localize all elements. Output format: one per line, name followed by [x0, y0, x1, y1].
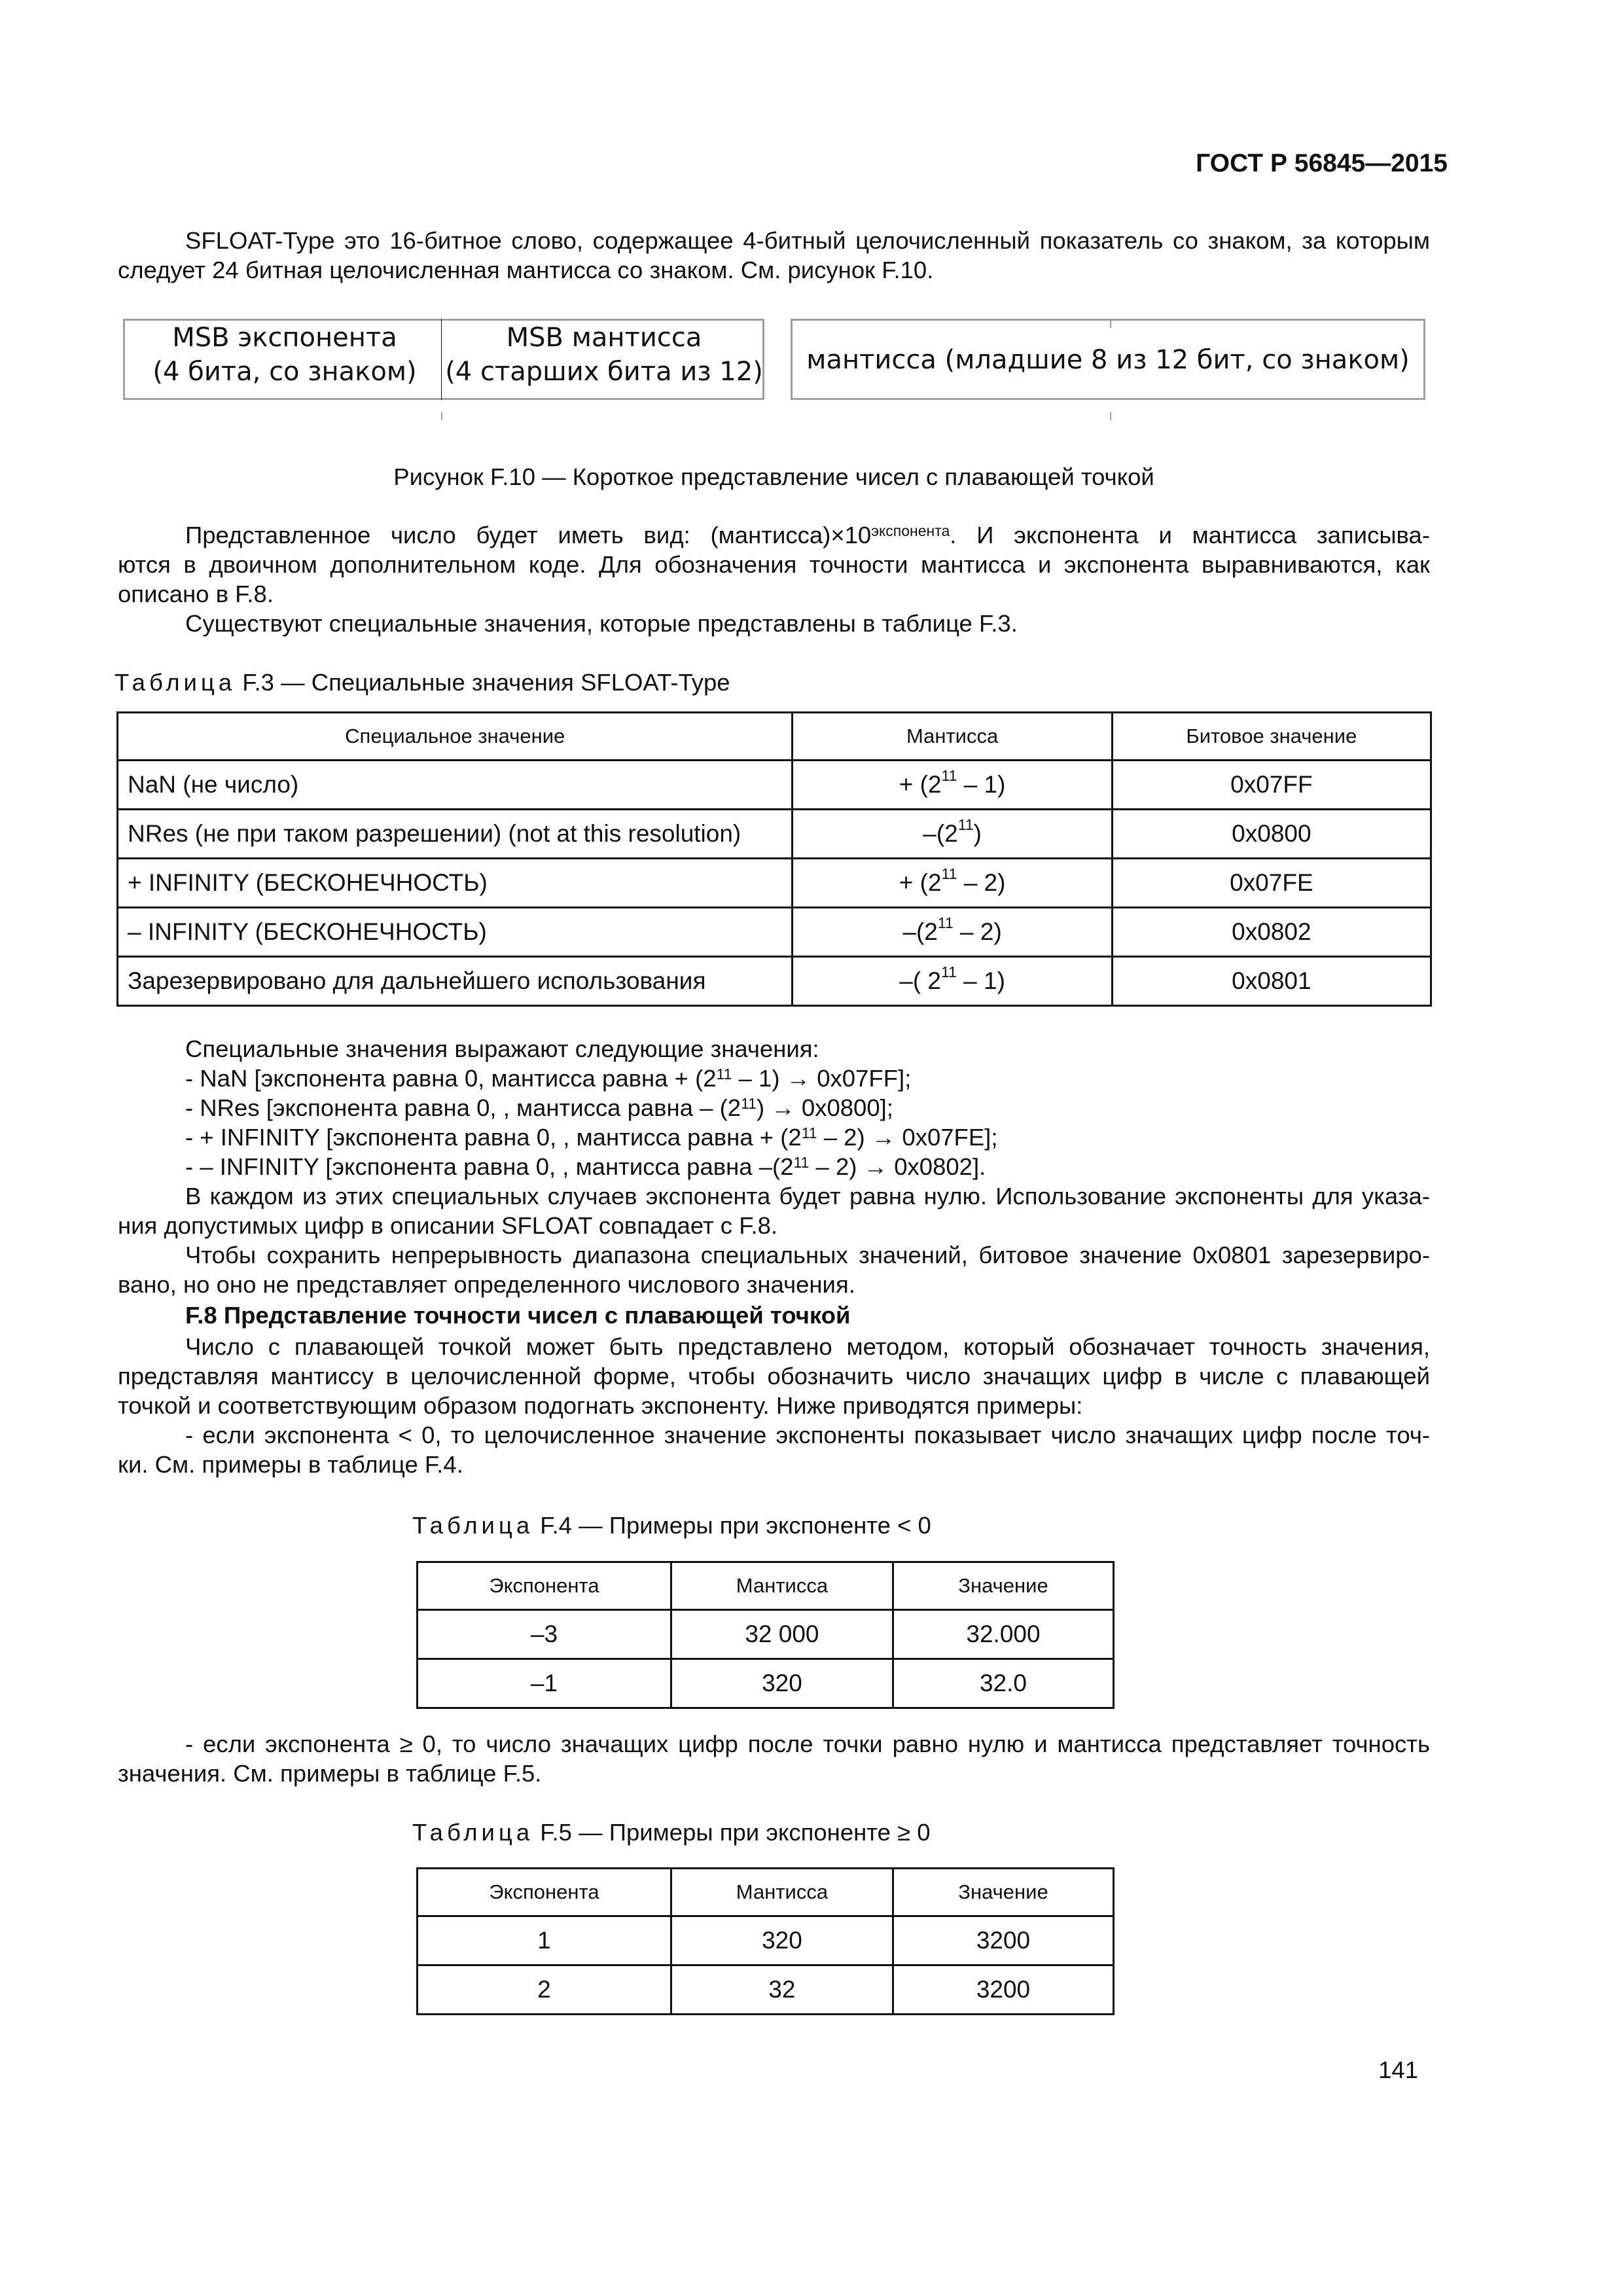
mantissa-base: + (2 — [899, 771, 942, 798]
table-row — [118, 908, 1431, 957]
figure-exponent-label — [131, 321, 438, 389]
mantissa-power: 11 — [941, 865, 957, 882]
table-f3-cell-name: + INFINITY (БЕСКОНЕЧНОСТЬ) — [118, 859, 793, 908]
table-f3-caption-label: Таблица — [115, 669, 236, 696]
mantissa-base: –(2 — [902, 918, 938, 945]
figure-exponent-line-2: (4 бита, со знаком) — [152, 357, 417, 387]
table-f3-cell-mantissa — [793, 761, 1112, 810]
figure-lsb-mantissa-label: мантисса (младшие 8 из 12 бит, со знаком) — [806, 345, 1410, 375]
table-f4-cell-mantissa: 320 — [671, 1659, 893, 1708]
special-pos-inf-a: - + INFINITY [экспонента равна 0, , мантисса равна + (2 — [185, 1124, 802, 1151]
mantissa-power: 11 — [957, 816, 974, 833]
special-p2-line-1: Чтобы сохранить непрерывность диапазона специальных значений, битовое значение 0x0801 зарезервиро- — [185, 1242, 1430, 1268]
special-p2-line-2: вано, но оно не представляет определенного числового значения. — [118, 1271, 855, 1298]
table-f5-header-row — [418, 1869, 1114, 1916]
special-nan-a: - NaN [экспонента равна 0, мантисса равна + (2 — [185, 1065, 717, 1092]
special-neg-inf — [185, 1152, 986, 1181]
table-f5-caption-label: Таблица — [412, 1819, 534, 1846]
section-f8-line-2: представляя мантиссу в целочисленной форме, чтобы обозначить число значащих цифр в числе с плавающей — [118, 1363, 1430, 1390]
table-row — [118, 761, 1431, 810]
table-f3-cell-mantissa — [793, 957, 1112, 1006]
table-f5-header-exponent: Экспонента — [418, 1869, 671, 1916]
table-f4-header-exponent: Экспонента — [418, 1562, 671, 1610]
table-f3-header-row — [118, 713, 1431, 761]
para1-line-3: описано в F.8. — [118, 581, 274, 607]
special-neg-inf-a: - – INFINITY [экспонента равна 0, , мантисса равна –(2 — [185, 1153, 794, 1180]
intro-line-1: SFLOAT-Type это 16-битное слово, содержащее 4-битный целочисленный показатель со знаком, за которым — [185, 227, 1430, 254]
table-f4-caption-text: F.4 — Примеры при экспоненте < 0 — [540, 1512, 931, 1539]
table-f4-cell-exponent: –1 — [418, 1659, 671, 1708]
figure-lsb-tick-bottom — [1110, 412, 1111, 420]
table-f5-cell-exponent: 2 — [418, 1965, 671, 2015]
table-f3-header-special: Специальное значение — [118, 713, 793, 761]
mantissa-rest: – 1) — [957, 771, 1006, 798]
special-nan-b: – 1) → 0x07FF]; — [732, 1065, 912, 1092]
section-f8-heading: F.8 Представление точности чисел с плавающей точкой — [185, 1302, 851, 1329]
special-nres-a: - NRes [экспонента равна 0, , мантисса равна – (2 — [185, 1094, 741, 1121]
table-f5-caption-text: F.5 — Примеры при экспоненте ≥ 0 — [540, 1819, 931, 1846]
section-f8-line-5: ки. См. примеры в таблице F.4. — [118, 1451, 463, 1478]
table-f5-cell-mantissa: 320 — [671, 1916, 893, 1965]
special-nres — [185, 1093, 893, 1122]
table-f5-caption — [412, 1818, 931, 1847]
table-f4-caption — [412, 1511, 931, 1540]
table-f3-cell-name: NRes (не при таком разрешении) (not at this resolution) — [118, 810, 793, 859]
para1-line-1a: Представленное число будет иметь вид: (мантисса)×10 — [185, 522, 872, 548]
special-neg-inf-b: – 2) → 0x0802]. — [809, 1153, 986, 1180]
para1-line-2: ются в двоичном дополнительном коде. Для обозначения точности мантисса и экспонента выравниваются, как — [118, 551, 1430, 578]
table-f4-cell-value: 32.0 — [893, 1659, 1113, 1708]
table-f3-header-bits: Битовое значение — [1112, 713, 1431, 761]
section-f8-line-3: точкой и соответствующим образом подогнать экспоненту. Ниже приводятся примеры: — [118, 1392, 1083, 1419]
mantissa-power: 11 — [941, 767, 957, 784]
figure-msb-mantissa-line-2: (4 старших бита из 12) — [445, 357, 763, 387]
mantissa-rest: ) — [973, 820, 982, 847]
table-f4-cell-mantissa: 32 000 — [671, 1610, 893, 1659]
special-intro: Специальные значения выражают следующие значения: — [185, 1035, 819, 1062]
figure-tick — [441, 412, 442, 420]
table-f5-header-value: Значение — [893, 1869, 1113, 1916]
table-row — [118, 810, 1431, 859]
figure-exponent-line-1: MSB экспонента — [172, 323, 397, 353]
mantissa-base: + (2 — [899, 869, 942, 896]
para-f5-line-1: - если экспонента ≥ 0, то число значащих цифр после точки равно нулю и мантисса представляет точность — [185, 1731, 1430, 1757]
special-nres-sup: 11 — [741, 1095, 757, 1112]
mantissa-rest: – 2) — [957, 869, 1006, 896]
figure-caption: Рисунок F.10 — Короткое представление чисел с плавающей точкой — [393, 463, 1154, 490]
table-f3-cell-bits: 0x07FF — [1112, 761, 1431, 810]
para1-line-4: Существуют специальные значения, которые представлены в таблице F.3. — [185, 610, 1018, 637]
figure-msb-mantissa-label — [445, 321, 763, 389]
table-row — [418, 1610, 1114, 1659]
figure-divider — [441, 319, 442, 400]
special-pos-inf-b: – 2) → 0x07FE]; — [817, 1124, 998, 1151]
table-f5 — [416, 1867, 1115, 2015]
table-f3-cell-name: Зарезервировано для дальнейшего использования — [118, 957, 793, 1006]
table-f3-cell-bits: 0x07FE — [1112, 859, 1431, 908]
table-f3-cell-mantissa — [793, 810, 1112, 859]
section-f8-line-4: - если экспонента < 0, то целочисленное значение экспоненты показывает число значащих цифр после точ- — [185, 1422, 1430, 1448]
special-pos-inf-sup: 11 — [801, 1124, 817, 1141]
special-nres-b: ) → 0x0800]; — [756, 1094, 893, 1121]
table-f3-cell-mantissa — [793, 859, 1112, 908]
table-f3-cell-bits: 0x0802 — [1112, 908, 1431, 957]
table-f3-caption-text: F.3 — Специальные значения SFLOAT-Type — [242, 669, 730, 696]
table-row — [118, 859, 1431, 908]
special-nan-sup: 11 — [716, 1066, 732, 1083]
special-neg-inf-sup: 11 — [793, 1154, 810, 1171]
table-f3-cell-name: – INFINITY (БЕСКОНЕЧНОСТЬ) — [118, 908, 793, 957]
table-row — [418, 1916, 1114, 1965]
table-f3 — [116, 711, 1432, 1007]
table-f4-caption-label: Таблица — [412, 1512, 534, 1539]
intro-line-2: следует 24 битная целочисленная мантисса со знаком. См. рисунок F.10. — [118, 257, 934, 283]
para1-line-1b: . И экспонента и мантисса записыва- — [950, 522, 1430, 548]
mantissa-power: 11 — [941, 963, 957, 980]
table-f4-header-row — [418, 1562, 1114, 1610]
section-f8-line-1: Число с плавающей точкой может быть представлено методом, который обозначает точность значения, — [185, 1333, 1430, 1360]
table-f5-cell-value: 3200 — [893, 1965, 1113, 2015]
table-f5-cell-exponent: 1 — [418, 1916, 671, 1965]
para1-line-1 — [185, 520, 1430, 550]
table-f5-cell-mantissa: 32 — [671, 1965, 893, 2015]
special-p1-line-2: ния допустимых цифр в описании SFLOAT совпадает с F.8. — [118, 1212, 778, 1239]
mantissa-rest: – 1) — [956, 967, 1005, 994]
table-f4-cell-exponent: –3 — [418, 1610, 671, 1659]
page-number: 141 — [1378, 2056, 1418, 2083]
table-f5-header-mantissa: Мантисса — [671, 1869, 893, 1916]
para1-exponent-sup: экспонента — [871, 522, 950, 539]
table-f4-cell-value: 32.000 — [893, 1610, 1113, 1659]
special-pos-inf — [185, 1122, 997, 1152]
table-f4 — [416, 1561, 1115, 1709]
figure-msb-mantissa-line-1: MSB мантисса — [506, 323, 702, 353]
table-f3-cell-bits: 0x0800 — [1112, 810, 1431, 859]
table-f3-cell-name: NaN (не число) — [118, 761, 793, 810]
mantissa-rest: – 2) — [953, 918, 1002, 945]
table-f3-header-mantissa: Мантисса — [793, 713, 1112, 761]
table-f5-cell-value: 3200 — [893, 1916, 1113, 1965]
special-p1-line-1: В каждом из этих специальных случаев экспонента будет равна нулю. Использование экспоненты для указа- — [185, 1183, 1430, 1210]
document-header: ГОСТ Р 56845—2015 — [1196, 149, 1448, 177]
para-f5-line-2: значения. См. примеры в таблице F.5. — [118, 1760, 542, 1787]
table-f3-cell-bits: 0x0801 — [1112, 957, 1431, 1006]
table-f4-header-mantissa: Мантисса — [671, 1562, 893, 1610]
table-f3-caption — [115, 668, 730, 697]
table-f3-cell-mantissa — [793, 908, 1112, 957]
table-row — [118, 957, 1431, 1006]
mantissa-power: 11 — [937, 914, 954, 931]
table-row — [418, 1965, 1114, 2015]
special-nan — [185, 1064, 911, 1093]
table-f4-header-value: Значение — [893, 1562, 1113, 1610]
table-row — [418, 1659, 1114, 1708]
figure-lsb-tick-top — [1110, 319, 1111, 328]
mantissa-base: –(2 — [923, 820, 958, 847]
mantissa-base: –( 2 — [899, 967, 942, 994]
